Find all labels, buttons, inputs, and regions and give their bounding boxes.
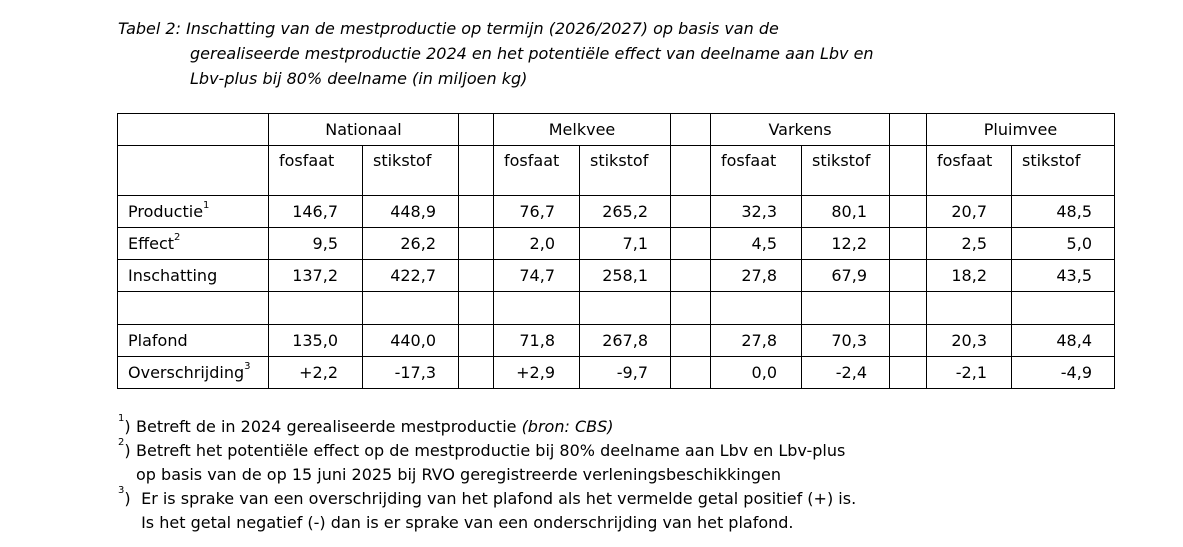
- row-label-footnote-ref: 3: [244, 361, 251, 372]
- table-cell: 71,8: [494, 325, 580, 357]
- group-header-nationaal: Nationaal: [269, 114, 459, 146]
- table-cell: 26,2: [363, 228, 459, 260]
- table-cell: 76,7: [494, 196, 580, 228]
- table-cell: 20,7: [927, 196, 1012, 228]
- table-cell: 67,9: [802, 260, 890, 292]
- table-cell: +2,2: [269, 357, 363, 389]
- footnote-text-cont: op basis van de op 15 juni 2025 bij RVO geregistreerde verleningsbeschikkingen: [136, 465, 781, 484]
- table-cell: 48,4: [1012, 325, 1115, 357]
- table-cell: 9,5: [269, 228, 363, 260]
- table-cell: 2,0: [494, 228, 580, 260]
- table-cell: 43,5: [1012, 260, 1115, 292]
- table-cell: 0,0: [711, 357, 802, 389]
- subheader-stikstof: stikstof: [363, 146, 459, 196]
- footnote-text: Betreft het potentiële effect op de mestproductie bij 80% deelname aan Lbv en Lbv-plus: [136, 441, 846, 460]
- table-cell: +2,9: [494, 357, 580, 389]
- table-body-bottom: [118, 325, 1115, 389]
- table-row: [118, 196, 1115, 228]
- footnote-marker: $^2$): [118, 437, 131, 460]
- table-cell: 27,8: [711, 325, 802, 357]
- table-cell: 422,7: [363, 260, 459, 292]
- table-cell: 265,2: [580, 196, 671, 228]
- row-label-footnote-ref: 2: [174, 232, 181, 243]
- group-header-pluimvee: Pluimvee: [927, 114, 1115, 146]
- table-cell: -17,3: [363, 357, 459, 389]
- footnote-marker: $^1$): [118, 413, 131, 436]
- row-label: Effect$^2$: [118, 228, 269, 260]
- row-label: Productie$^1$: [118, 196, 269, 228]
- caption-line-2: gerealiseerde mestproductie 2024 en het potentiële effect van deelname aan Lbv en: [190, 44, 874, 63]
- table-cell: -9,7: [580, 357, 671, 389]
- table-cell: -2,4: [802, 357, 890, 389]
- group-header-varkens: Varkens: [711, 114, 890, 146]
- table-cell: 448,9: [363, 196, 459, 228]
- caption-line-3: Lbv-plus bij 80% deelname (in miljoen kg): [190, 69, 528, 88]
- sub-header-row: [118, 146, 1115, 196]
- footnote-marker: $^3$): [118, 485, 131, 508]
- row-label: Plafond: [118, 325, 269, 357]
- footnote-3: [118, 487, 1018, 535]
- table-cell: 70,3: [802, 325, 890, 357]
- table-cell: 4,5: [711, 228, 802, 260]
- table-row: [118, 260, 1115, 292]
- subheader-stikstof: stikstof: [802, 146, 890, 196]
- table-cell: -4,9: [1012, 357, 1115, 389]
- manure-production-table: [117, 113, 1115, 389]
- subheader-stikstof: stikstof: [580, 146, 671, 196]
- spacer-row: [118, 292, 1115, 325]
- row-label: Inschatting: [118, 260, 269, 292]
- footnote-text-cont: Is het getal negatief (-) dan is er sprake van een onderschrijding van het plafond.: [136, 513, 794, 532]
- table-caption: [118, 16, 938, 91]
- caption-line-1: Tabel 2: Inschatting van de mestproductie op termijn (2026/2027) op basis van de: [118, 19, 779, 38]
- footnote-source: (bron: CBS): [521, 417, 614, 436]
- row-label-footnote-ref: 1: [203, 200, 210, 211]
- table-cell: 27,8: [711, 260, 802, 292]
- subheader-fosfaat: fosfaat: [269, 146, 363, 196]
- subheader-fosfaat: fosfaat: [494, 146, 580, 196]
- table-cell: 135,0: [269, 325, 363, 357]
- table-cell: 32,3: [711, 196, 802, 228]
- table-cell: 5,0: [1012, 228, 1115, 260]
- group-header-row: [118, 114, 1115, 146]
- table-row: [118, 228, 1115, 260]
- table-row: [118, 325, 1115, 357]
- table-cell: 267,8: [580, 325, 671, 357]
- footnote-text: Er is sprake van een overschrijding van het plafond als het vermelde getal positief (+) is.: [136, 489, 857, 508]
- table-cell: 20,3: [927, 325, 1012, 357]
- table-cell: 74,7: [494, 260, 580, 292]
- table-cell: 7,1: [580, 228, 671, 260]
- table-cell: 137,2: [269, 260, 363, 292]
- footnotes: [118, 415, 1018, 535]
- table-row: [118, 357, 1115, 389]
- row-label: Overschrijding$^3$: [118, 357, 269, 389]
- table-cell: 2,5: [927, 228, 1012, 260]
- subheader-fosfaat: fosfaat: [927, 146, 1012, 196]
- subheader-fosfaat: fosfaat: [711, 146, 802, 196]
- table-cell: 146,7: [269, 196, 363, 228]
- table-body-top: [118, 196, 1115, 292]
- table-cell: 440,0: [363, 325, 459, 357]
- footnote-text: Betreft de in 2024 gerealiseerde mestproductie: [136, 417, 522, 436]
- table-cell: 12,2: [802, 228, 890, 260]
- footnote-1: [118, 415, 1018, 439]
- table-cell: 80,1: [802, 196, 890, 228]
- table-cell: -2,1: [927, 357, 1012, 389]
- footnote-2: [118, 439, 1018, 487]
- table-cell: 18,2: [927, 260, 1012, 292]
- table-cell: 48,5: [1012, 196, 1115, 228]
- subheader-stikstof: stikstof: [1012, 146, 1115, 196]
- table-cell: 258,1: [580, 260, 671, 292]
- group-header-melkvee: Melkvee: [494, 114, 671, 146]
